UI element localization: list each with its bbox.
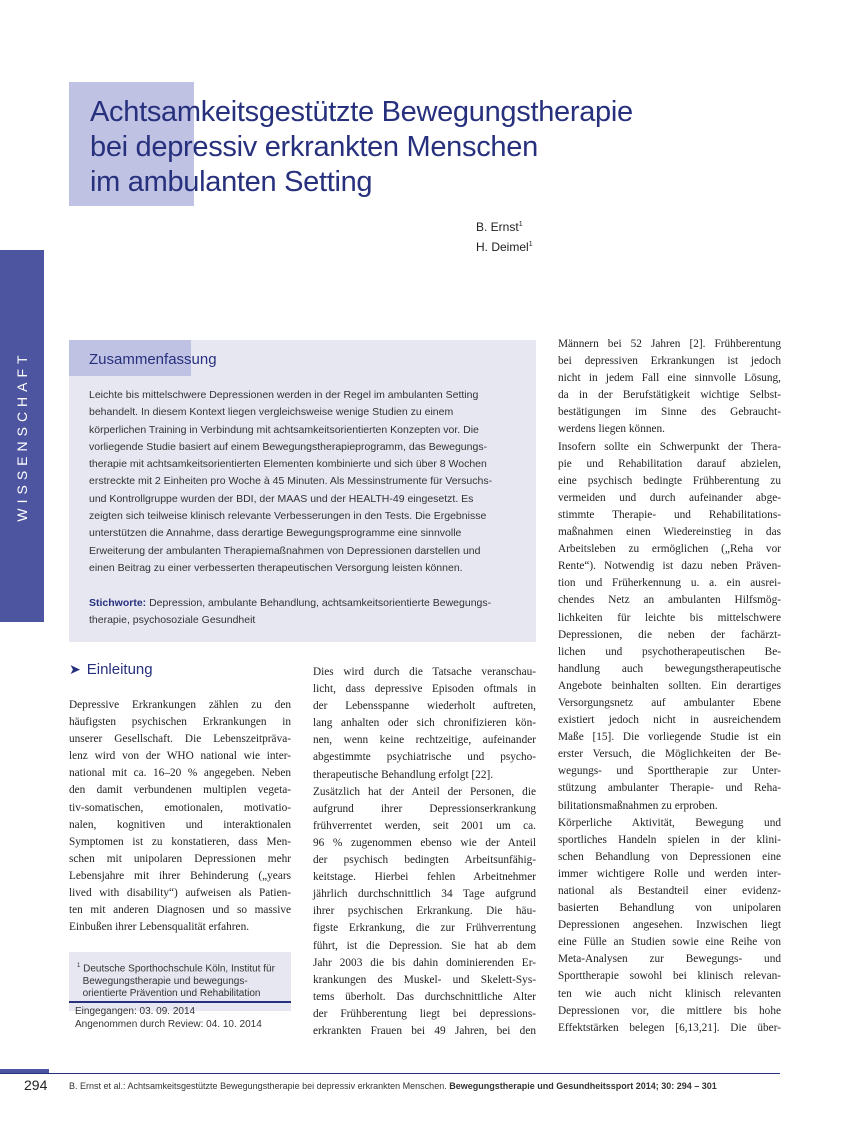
footer-divider bbox=[0, 1073, 780, 1074]
text-line: sportliches Handeln spielen in der klini- bbox=[558, 833, 781, 846]
text-line: lived with disability“) aufweisen als Patien- bbox=[69, 887, 291, 900]
text-line: licht, dass depressive Episoden oftmals in bbox=[313, 683, 536, 696]
text-line: häufigsten psychischen Erkrankungen in bbox=[69, 716, 291, 729]
text-line: nalen, kognitiven und interaktionalen bbox=[69, 818, 291, 831]
text-column-2 bbox=[313, 664, 536, 1040]
affiliation-divider bbox=[69, 1001, 291, 1003]
text-line: eine psychisch bedingte Frühberentung zu bbox=[558, 474, 781, 487]
text-line: bestätigungen im Sinne des Gebraucht- bbox=[558, 406, 781, 419]
text-line: Jahr 2003 die bis dahin dominierenden Er- bbox=[313, 956, 536, 969]
text-line: Zusätzlich hat der Anteil der Personen, die bbox=[313, 785, 536, 798]
text-line: Maße [15]. Die vorliegende Studie ist ein bbox=[558, 731, 781, 744]
text-line: Rente“). Notwendig ist dazu neben Präven- bbox=[558, 560, 781, 573]
abstract-box bbox=[69, 340, 536, 642]
text-line: Männern bei 52 Jahren [2]. Frühberentung bbox=[558, 338, 781, 350]
text-line: Körperliche Aktivität, Bewegung und bbox=[558, 816, 781, 829]
received-date: Eingegangen: 03. 09. 2014 bbox=[75, 1006, 196, 1017]
section-label: WISSENSCHAFT bbox=[14, 350, 30, 522]
text-line: tiv-somatischen, emotionalen, motivatio- bbox=[69, 801, 291, 814]
article-title bbox=[90, 95, 633, 200]
text-line: stimmte Therapie- und Rehabilitations- bbox=[558, 508, 781, 521]
text-line: werdens liegen können. bbox=[558, 423, 665, 436]
text-line: existiert jedoch nicht in ausreichendem bbox=[558, 714, 781, 727]
title-line: Achtsamkeitsgestützte Bewegungstherapie bbox=[90, 96, 633, 128]
submission-dates bbox=[75, 1006, 262, 1031]
author: B. Ernst$^1$ bbox=[476, 220, 523, 234]
text-line: aufgrund ihrer Depressionserkrankung bbox=[313, 802, 536, 815]
text-line: Versorgungsnetz auf ambulanter Ebene bbox=[558, 696, 781, 709]
text-line: Depressionen vor, die mittlere bis hohe bbox=[558, 1004, 781, 1017]
text-line: unserer Gesellschaft. Die Lebenszeitpräva- bbox=[69, 733, 291, 746]
text-line: tems überholt. Das durchschnittliche Alter bbox=[313, 990, 536, 1003]
text-line: erkrankten Frauen bei 49 Jahren, bei den bbox=[313, 1024, 536, 1037]
text-line: ten wie auch nicht klinisch relevanten bbox=[558, 987, 781, 1000]
accepted-date: Angenommen durch Review: 04. 10. 2014 bbox=[75, 1018, 262, 1030]
text-line: der psychisch bedingten Arbeitsunfähig- bbox=[313, 854, 536, 867]
text-line: schen Behandlung von Depressionen eine bbox=[558, 850, 781, 863]
text-line: Dies wird durch die Tatsache veranschau- bbox=[313, 666, 536, 678]
section-heading-einleitung: ➤ Einleitung bbox=[69, 661, 153, 678]
text-line: tion und Früherkennung u. a. ein ausrei- bbox=[558, 577, 781, 590]
text-line: Depressionen angesehen. Inzwischen liegt bbox=[558, 919, 781, 932]
text-column-1 bbox=[69, 697, 291, 936]
abstract-text: Leichte bis mittelschwere Depressionen werden in der Regel im ambulanten Setting behandelt. In diesem Kontext liegen vergleichsweise wenige Studien zu einem körperlichen Training in Verbindung mit achtsamkeitsorientierten Konzepten vor. Die vorliegende Studie basiert auf einem Bewegungstherapieprogramm, das Bewegungs- therapie mit achtsamkeitsorientierten Elementen kombinierte und sich über 8 Wochen erstreckte mit 2 Einheiten pro Woche à 45 Minuten. Als Messinstrumente für Versuchs- und Kontrollgruppe wurden der BDI, der MAAS und der HEALTH-49 eingesetzt. Es zeigten sich teilweise klinisch relevante Verbesserungen in den Tests. Die Ergebnisse unterstützen die Annahme, dass derartige Bewegungsprogramme eine sinnvolle Erweiterung der ambulanten Therapiemaßnahmen von Depressionen darstellen und einen Beitrag zu einer verbesserten therapeutischen Versorgung leisten können. bbox=[89, 389, 493, 574]
text-line: jährlich durchschnittlich 34 Tage aufgrund bbox=[313, 888, 536, 901]
text-line: Lebensjahre mit ihrer Behinderung („years bbox=[69, 869, 291, 882]
text-line: erster Versuch, die Möglichkeiten der Be- bbox=[558, 748, 781, 761]
text-line: frühverrentet werden, seit 2001 um ca. bbox=[313, 819, 536, 832]
text-line: figste Erkrankung, die zur Frühverrentung bbox=[313, 922, 536, 935]
text-line: bilitationsmaßnahmen zu erproben. bbox=[558, 799, 718, 812]
text-line: immer wichtigere Rolle und werden inter- bbox=[558, 867, 781, 880]
text-line: therapeutische Behandlung erfolgt [22]. bbox=[313, 768, 494, 781]
text-line: national mit ca. 16–20 % angegeben. Neben bbox=[69, 767, 291, 780]
text-line: Einbußen ihrer Lebensqualität erfahren. bbox=[69, 921, 250, 934]
text-line: da in der Berufstätigkeit wichtige Selbst- bbox=[558, 389, 781, 402]
text-line: keitstage. Hierbei fehlen Arbeitnehmer bbox=[313, 871, 536, 884]
footer-accent bbox=[0, 1069, 49, 1073]
text-line: 96 % zugenommen ebenso wie der Anteil bbox=[313, 836, 536, 849]
text-line: der Frühberentung liegt bei depressions- bbox=[313, 1007, 536, 1020]
text-line: Arbeitsleben zu ermöglichen („Reha vor bbox=[558, 543, 781, 556]
footer-citation: B. Ernst et al.: Achtsamkeitsgestützte Bewegungstherapie bei depressiv erkrankten Menschen. Bewegungstherapie und Gesundheitssport 2014; 30: 294 – 301 bbox=[69, 1081, 717, 1091]
text-line: stützung ambulanter Therapie- und Reha- bbox=[558, 782, 781, 795]
text-line: Meta-Analysen zur Bewegungs- und bbox=[558, 953, 781, 966]
affiliation-text: $^1$ Deutsche Sporthochschule Köln, Institut für Bewegungstherapie und bewegungs- orientierte Prävention und Rehabilitation bbox=[77, 963, 275, 1000]
text-line: der Lebensspanne wiederholt auftreten, bbox=[313, 700, 536, 713]
text-line: lichen und psychotherapeutischen Be- bbox=[558, 645, 781, 658]
text-line: krankungen des Muskel- und Skelett-Sys- bbox=[313, 973, 536, 986]
text-line: handlung auch bewegungstherapeutische bbox=[558, 662, 781, 675]
text-line: abgestimmte psychiatrische und psycho- bbox=[313, 751, 536, 764]
text-line: maßnahmen einen Wiedereinstieg in das bbox=[558, 526, 781, 539]
keywords-label: Stichworte: bbox=[89, 597, 147, 609]
text-line: lang anhalten oder sich chronifizieren kön- bbox=[313, 717, 536, 730]
text-line: nicht in jedem Fall eine sinnvolle Lösung, bbox=[558, 372, 781, 385]
text-line: Depressionen, die neben der fachärzt- bbox=[558, 628, 781, 641]
text-line: Angebote beinhalten sollten. Ein derartiges bbox=[558, 679, 781, 692]
arrow-icon: ➤ bbox=[69, 661, 81, 677]
keywords: Stichworte: Depression, ambulante Behandlung, achtsamkeitsorientierte Bewegungs- therapie, psychosoziale Gesundheit bbox=[89, 597, 492, 627]
abstract-heading: Zusammenfassung bbox=[89, 351, 217, 368]
text-line: lenz wird von der WHO national wie inter- bbox=[69, 750, 291, 763]
text-line: Sporttherapie sowohl bei klinisch relevan- bbox=[558, 970, 781, 983]
text-line: national als Bestandteil einer evidenz- bbox=[558, 885, 781, 897]
text-line: Insofern sollte ein Schwerpunkt der Thera- bbox=[558, 440, 781, 453]
author-list bbox=[476, 216, 533, 256]
text-line: basierten Behandlung von unipolaren bbox=[558, 902, 781, 915]
text-line: Effektstärken belegen [6,13,21]. Die über- bbox=[558, 1021, 781, 1034]
text-line: den damit verbundenen multiplen vegeta- bbox=[69, 784, 291, 797]
text-line: schen mit unipolaren Depressionen mehr bbox=[69, 852, 291, 865]
text-line: eine Fülle an Studien sowie eine Reihe von bbox=[558, 936, 781, 949]
title-line: bei depressiv erkrankten Menschen bbox=[90, 131, 538, 163]
page-number: 294 bbox=[24, 1077, 48, 1093]
text-line: bei depressiven Erkrankungen ist jedoch bbox=[558, 355, 781, 368]
text-line: vermeiden und durch aufeinander abge- bbox=[558, 491, 781, 504]
text-line: nen, wenn keine rechtzeitige, aufeinander bbox=[313, 734, 536, 747]
text-column-3 bbox=[558, 336, 781, 1037]
text-line: chendes Netz an ambulanten Hilfsmög- bbox=[558, 594, 781, 607]
author: H. Deimel$^1$ bbox=[476, 240, 533, 254]
text-line: Depressive Erkrankungen zählen zu den bbox=[69, 699, 291, 711]
text-line: pie und Rehabilitation darauf abzielen, bbox=[558, 457, 781, 470]
text-line: Symptomen ist zu konstatieren, dass Men- bbox=[69, 835, 291, 848]
title-line: im ambulanten Setting bbox=[90, 166, 373, 198]
text-line: führt, ist die Depression. Sie hat ab dem bbox=[313, 939, 536, 952]
text-line: ten mit anderen Diagnosen und so massive bbox=[69, 904, 291, 917]
text-line: ihrer psychischen Erkrankung. Die häu- bbox=[313, 905, 536, 918]
text-line: wegungs- und Sporttherapie zur Unter- bbox=[558, 765, 781, 778]
text-line: lichkeiten für leichte bis mittelschwere bbox=[558, 611, 781, 624]
